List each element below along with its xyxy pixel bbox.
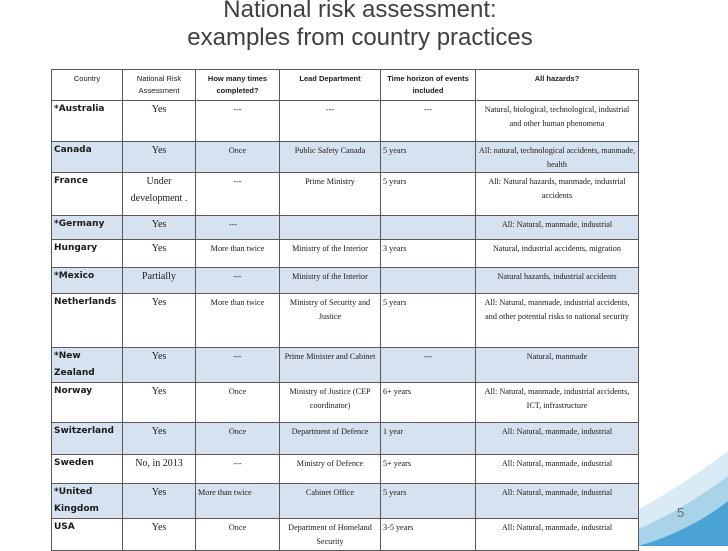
cell-times: --- (196, 173, 280, 216)
cell-times: Once (196, 519, 280, 551)
cell-horizon: 3 years (381, 240, 476, 268)
cell-country: Hungary (52, 240, 123, 268)
header-all-hazards: All hazards? (476, 70, 639, 101)
cell-horizon: 3-5 years (381, 519, 476, 551)
cell-times: More than twice (196, 294, 280, 348)
table-header-row (52, 70, 639, 101)
cell-hazards: Natural, manmade (476, 348, 639, 383)
cell-lead: Public Safety Canada (280, 142, 381, 173)
slide-number: 5 (677, 505, 685, 520)
cell-hazards: All: Natural, manmade, industrial (476, 216, 639, 240)
cell-hazards: All: Natural, manmade, industrial (476, 484, 639, 519)
cell-times: Once (196, 423, 280, 455)
cell-nra: No, in 2013 (123, 455, 196, 484)
table-row (52, 216, 639, 240)
cell-lead (280, 216, 381, 240)
table-row (52, 484, 639, 519)
cell-nra: Yes (123, 142, 196, 173)
cell-hazards: All: Natural, manmade, industrial (476, 423, 639, 455)
cell-hazards: Natural, biological, technological, industrial and other human phenomena (476, 101, 639, 142)
cell-lead: --- (280, 101, 381, 142)
cell-country: *United Kingdom (52, 484, 123, 519)
title-line-1: National risk assessment: (223, 0, 497, 23)
table-row (52, 455, 639, 484)
cell-hazards: All: Natural, manmade, industrial accidents, and other potential risks to national security (476, 294, 639, 348)
cell-hazards: All: natural, technological accidents, manmade, health (476, 142, 639, 173)
cell-times: More than twice (196, 484, 280, 519)
cell-nra: Yes (123, 519, 196, 551)
cell-hazards: All: Natural, manmade, industrial accidents, ICT, infrastructure (476, 383, 639, 423)
cell-horizon: 5+ years (381, 455, 476, 484)
cell-times: --- (196, 101, 280, 142)
table-row (52, 294, 639, 348)
cell-times: Once (196, 383, 280, 423)
cell-horizon: 5 years (381, 142, 476, 173)
cell-hazards: Natural hazards, industrial accidents (476, 268, 639, 294)
cell-lead: Department of Defence (280, 423, 381, 455)
cell-lead: Prime Ministry (280, 173, 381, 216)
cell-times: --- (196, 455, 280, 484)
cell-lead: Prime Minister and Cabinet (280, 348, 381, 383)
cell-country: Switzerland (52, 423, 123, 455)
cell-nra: Partially (123, 268, 196, 294)
cell-country: *Mexico (52, 268, 123, 294)
cell-nra: Yes (123, 383, 196, 423)
cell-horizon (381, 216, 476, 240)
cell-horizon: --- (381, 101, 476, 142)
cell-country: Sweden (52, 455, 123, 484)
slide-title (150, 0, 570, 52)
cell-country: Norway (52, 383, 123, 423)
country-practices-table (51, 69, 639, 551)
cell-horizon: 5 years (381, 294, 476, 348)
cell-horizon: 6+ years (381, 383, 476, 423)
cell-times: More than twice (196, 240, 280, 268)
cell-horizon: 5 years (381, 484, 476, 519)
cell-lead: Department of Homeland Security (280, 519, 381, 551)
header-times-completed: How many times completed? (196, 70, 280, 101)
table-row (52, 423, 639, 455)
table-row (52, 173, 639, 216)
cell-times: --- (196, 348, 280, 383)
header-lead-department: Lead Department (280, 70, 381, 101)
cell-country: Netherlands (52, 294, 123, 348)
cell-horizon: 1 year (381, 423, 476, 455)
cell-lead: Ministry of the Interior (280, 268, 381, 294)
header-country: Country (52, 70, 123, 101)
cell-hazards: All: Natural, manmade, industrial (476, 519, 639, 551)
cell-lead: Ministry of Justice (CEP coordinator) (280, 383, 381, 423)
table-row (52, 240, 639, 268)
cell-horizon: --- (381, 348, 476, 383)
cell-hazards: All: Natural, manmade, industrial (476, 455, 639, 484)
cell-nra: Under development . (123, 173, 196, 216)
cell-country: USA (52, 519, 123, 551)
cell-nra: Yes (123, 240, 196, 268)
cell-times: Once (196, 142, 280, 173)
cell-lead: Ministry of the Interior (280, 240, 381, 268)
header-national-risk-assessment: National Risk Assessment (123, 70, 196, 101)
table-row (52, 268, 639, 294)
cell-nra: Yes (123, 348, 196, 383)
cell-country: *Australia (52, 101, 123, 142)
table-row (52, 101, 639, 142)
table-row (52, 383, 639, 423)
cell-horizon: 5 years (381, 173, 476, 216)
cell-lead: Cabinet Office (280, 484, 381, 519)
cell-nra: Yes (123, 101, 196, 142)
cell-times: --- (196, 216, 280, 240)
table-row (52, 142, 639, 173)
cell-lead: Ministry of Security and Justice (280, 294, 381, 348)
title-line-2: examples from country practices (187, 24, 533, 51)
cell-lead: Ministry of Defence (280, 455, 381, 484)
cell-nra: Yes (123, 294, 196, 348)
cell-hazards: Natural, industrial accidents, migration (476, 240, 639, 268)
cell-nra: Yes (123, 484, 196, 519)
cell-country: *New Zealand (52, 348, 123, 383)
cell-hazards: All: Natural hazards, manmade, industrial accidents (476, 173, 639, 216)
cell-country: France (52, 173, 123, 216)
cell-horizon (381, 268, 476, 294)
cell-country: *Germany (52, 216, 123, 240)
cell-times: --- (196, 268, 280, 294)
cell-nra: Yes (123, 423, 196, 455)
cell-country: Canada (52, 142, 123, 173)
cell-nra: Yes (123, 216, 196, 240)
table-row (52, 348, 639, 383)
header-time-horizon: Time horizon of events included (381, 70, 476, 101)
